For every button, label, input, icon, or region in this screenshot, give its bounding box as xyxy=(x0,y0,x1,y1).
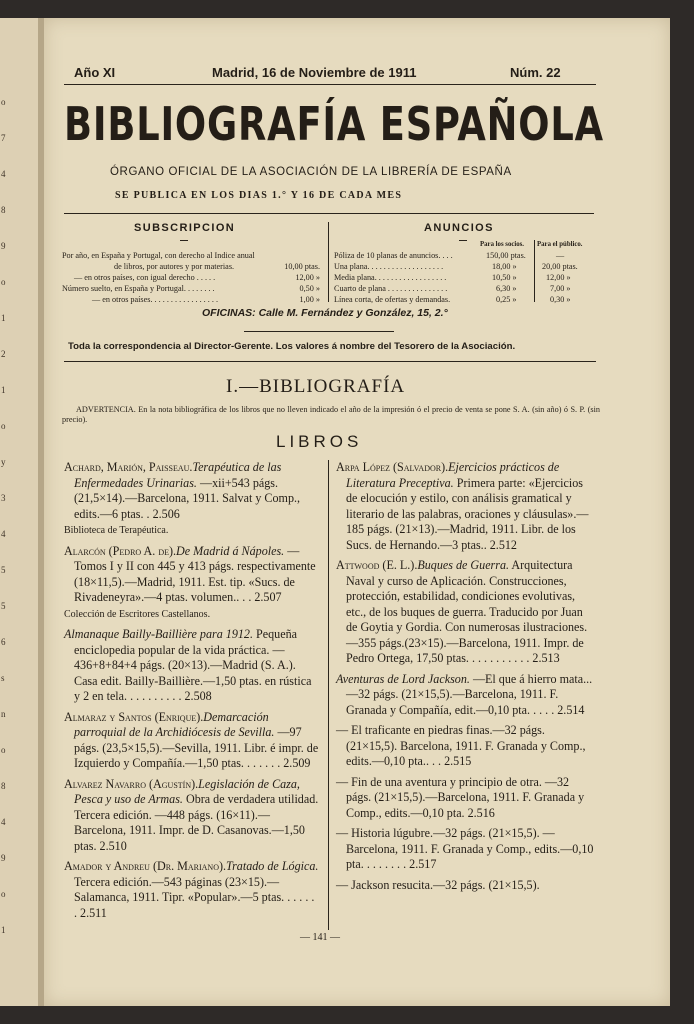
book-entry xyxy=(336,878,596,894)
ads-col-members: Para los socios. xyxy=(480,241,524,248)
left-page-fragment: 9 xyxy=(1,241,6,251)
left-page-fragment: 8 xyxy=(1,781,6,791)
subscription-row xyxy=(62,261,320,272)
left-page-fragment: 6 xyxy=(1,637,6,647)
subscription-row-text: Por año, en España y Portugal, con derecho al Indice anual xyxy=(62,251,255,260)
column-divider xyxy=(328,460,329,930)
section-rule xyxy=(64,361,596,362)
left-page-fragment: 4 xyxy=(1,817,6,827)
entry-title: Demarcación parroquial de la Archidiócesis de Sevilla. xyxy=(74,709,275,739)
entry-details: Arquitectura Naval y curso de Aplicación. Construcciones, protección, estabilidad, condiciones evolutivas, etc., de los buques de guerra. Traducido por Juan de Goytia y Gordia. Con numerosas ilustraciones.—355 págs.(23×15).—Barcelona, 1911. Impr. de Pedro Ortega, 17,50 ptas. . . . . . . . . . . 2.513 xyxy=(346,558,588,665)
page-number: — 141 — xyxy=(300,932,340,943)
entry-title: Terapéutica de las Enfermedades Urinarias. xyxy=(74,460,282,490)
subscription-table xyxy=(62,250,320,305)
dash-ornament xyxy=(180,240,188,241)
entry-author: Alvarez Navarro (Agustín). xyxy=(64,776,199,791)
subscription-row-text: Número suelto, en España y Portugal. . . . . . . . xyxy=(62,284,215,293)
left-page-fragment: 9 xyxy=(1,853,6,863)
entry-title: Legislación de Caza, Pesca y uso de Armas. xyxy=(74,776,300,806)
offices-address: OFICINAS: Calle M. Fernández y González, 15, 2.° xyxy=(202,307,448,319)
journal-page xyxy=(44,18,670,1006)
left-page-fragment: o xyxy=(1,421,6,431)
book-entry xyxy=(64,544,320,623)
subscription-row-text: de libros, por autores y por materias. xyxy=(114,262,235,271)
correspondence-note: Toda la correspondencia al Director-Gerente. Los valores á nombre del Tesorero de la Asociación. xyxy=(68,341,516,352)
subscription-row xyxy=(62,294,320,305)
ads-row-public: — xyxy=(556,251,565,260)
entry-details: — Historia lúgubre.—32 págs. (21×15,5). —Barcelona, 1911. F. Granada y Comp., edits.—0,10 pta. . . . . . . . 2.517 xyxy=(336,826,594,871)
entry-author: Amador y Andreu (Dr. Mariano). xyxy=(64,859,227,873)
ads-row-label: Cuarto de plana . . . . . . . . . . . . . . . xyxy=(334,284,448,293)
issue-number: Núm. 22 xyxy=(510,65,561,80)
book-entry xyxy=(336,826,596,873)
book-entry xyxy=(336,460,596,553)
ads-row-label: Media plana. . . . . . . . . . . . . . . . . . xyxy=(334,273,447,282)
libros-heading: LIBROS xyxy=(276,432,363,451)
subscription-row-price: 0,50 » xyxy=(299,284,320,293)
subscription-heading: SUBSCRIPCION xyxy=(134,222,236,234)
subscription-row-price: 1,00 » xyxy=(299,295,320,304)
book-entry xyxy=(336,558,596,667)
box-divider xyxy=(328,222,329,302)
subscription-row-text: — en otros países. . . . . . . . . . . . . . . . . xyxy=(92,295,218,304)
subscription-row xyxy=(62,272,320,283)
entry-author: Achard, Marión, Paisseau. xyxy=(64,460,193,474)
left-page-fragment: o xyxy=(1,277,6,287)
masthead-rule xyxy=(64,213,594,214)
left-page-fragment: 4 xyxy=(1,529,6,539)
issue-year: Año XI xyxy=(74,65,116,80)
left-page-fragment: 1 xyxy=(1,313,6,323)
left-page-fragment: o xyxy=(1,745,6,755)
ads-row-label: Línea corta, de ofertas y demandas. xyxy=(334,295,451,304)
entry-details: Pequeña enciclopedia popular de la vida práctica. — 436+8+84+4 págs. (20×13).—Madrid (S. A.). Casa edit. Bailly-Baillière.—1,50 ptas. en rústica y 2 en tela. . . . . . . . . . 2.508 xyxy=(74,627,312,703)
left-page-fragment: o xyxy=(1,889,6,899)
left-page-fragment: 4 xyxy=(1,169,6,179)
ads-row-members: 18,00 » xyxy=(492,262,517,271)
book-entry xyxy=(336,723,596,770)
adjacent-page-edge xyxy=(0,18,40,1006)
entry-details: —Tomos I y II con 445 y 413 págs. respectivamente (18×11,5).—Madrid, 1911. Est. tip. «Sucs. de Rivadeneyra».—4 ptas. volumen.. . . 2.507 xyxy=(74,543,316,604)
offices-rule xyxy=(244,331,394,332)
entry-title: Tratado de Lógica. xyxy=(226,859,319,873)
ads-row-label: Una plana. . . . . . . . . . . . . . . . . . . xyxy=(334,262,444,271)
entry-details: Tercera edición.—543 páginas (23×15).—Salamanca, 1911. Tipr. «Popular».—5 ptas. . . . . . . 2.511 xyxy=(74,874,315,920)
left-page-fragment: 2 xyxy=(1,349,6,359)
ads-row-members: 150,00 ptas. xyxy=(486,251,526,260)
dash-ornament xyxy=(459,240,467,241)
left-page-fragment: 3 xyxy=(1,493,6,503)
issue-date: Madrid, 16 de Noviembre de 1911 xyxy=(212,65,417,80)
entry-details: Obra de verdadera utilidad. Tercera edición. —448 págs. (16×11).—Barcelona, 1911. Impr. de D. Casanovas.—1,50 ptas. 2.510 xyxy=(74,792,319,853)
ads-row-public: 20,00 ptas. xyxy=(542,262,578,271)
book-entry xyxy=(336,775,596,822)
entry-title: Almanaque Bailly-Baillière para 1912. xyxy=(64,627,253,641)
entry-details: — Fin de una aventura y principio de otra. —32 págs. (21×15,5).—Barcelona, 1911. F. Granada y Comp., edits.—0,10 pta. 2.516 xyxy=(336,774,585,820)
book-entry xyxy=(64,777,320,855)
ads-row-public: 0,30 » xyxy=(550,295,571,304)
ads-row-public: 7,00 » xyxy=(550,284,571,293)
ads-row-label: Póliza de 10 planas de anuncios. . . . xyxy=(334,251,453,260)
ads-row-members: 6,30 » xyxy=(496,284,517,293)
ads-row-members: 0,25 » xyxy=(496,295,517,304)
entry-details: — El traficante en piedras finas.—32 págs. (21×15,5). Barcelona, 1911. F. Granada y Comp., edits.—0,10 pta.. . . 2.515 xyxy=(336,723,586,768)
ads-table xyxy=(334,250,594,305)
left-column xyxy=(64,460,320,926)
book-entry xyxy=(64,460,320,539)
header-rule xyxy=(64,84,596,85)
entry-author: Almaraz y Santos (Enrique). xyxy=(64,709,204,724)
advertencia-note: ADVERTENCIA. En la nota bibliográfica de los libros que no lleven indicado el año de la impresión ó el precio de venta se pone S. A. (sin año) ó S. P. (sin precio). xyxy=(62,405,600,424)
book-entry xyxy=(64,859,320,921)
entry-author: Attwood (E. L.). xyxy=(336,558,418,572)
entry-details: — Jackson resucita.—32 págs. (21×15,5). xyxy=(336,877,540,892)
left-page-fragment: 8 xyxy=(1,205,6,215)
left-page-fragment: 1 xyxy=(1,925,6,935)
left-page-fragment: y xyxy=(1,457,6,467)
ads-heading: ANUNCIOS xyxy=(424,222,494,234)
left-page-fragment: 1 xyxy=(1,385,6,395)
entry-title: Ejercicios prácticos de Literatura Preceptiva. xyxy=(346,460,560,490)
ads-col-public: Para el público. xyxy=(537,241,583,248)
left-page-fragment: n xyxy=(1,709,6,719)
publication-schedule: SE PUBLICA EN LOS DIAS 1.° Y 16 DE CADA MES xyxy=(115,190,403,201)
ads-row-public: 12,00 » xyxy=(546,273,571,282)
ads-row xyxy=(334,250,594,261)
entry-details: Primera parte: «Ejercicios de elocución y estilo, con análisis gramatical y literario de las palabras, oraciones y cláusulas».— 185 págs. (21×13).—Madrid, 1911. Libr. de los Sucs. de Hernando.—3 ptas.. 2.512 xyxy=(346,475,589,552)
ads-row-members: 10,50 » xyxy=(492,273,517,282)
entry-details: —97 págs. (23,5×15,5).—Sevilla, 1911. Libr. é impr. de Izquierdo y Compañía.—1,50 ptas. . . . . . . 2.509 xyxy=(74,725,319,770)
book-entry xyxy=(64,627,320,705)
left-page-fragment: 7 xyxy=(1,133,6,143)
subscription-row-price: 10,00 ptas. xyxy=(284,262,320,271)
entry-details: —El que á hierro mata...—32 págs. (21×15,5).—Barcelona, 1911. F. Granada y Compañía, edit.—0,10 pta. . . . . 2.514 xyxy=(346,671,593,717)
entry-author: Alarcón (Pedro A. de). xyxy=(64,543,177,558)
journal-subtitle: ÓRGANO OFICIAL DE LA ASOCIACIÓN DE LA LIBRERÍA DE ESPAÑA xyxy=(110,166,512,178)
right-column xyxy=(336,460,596,898)
journal-title: BIBLIOGRAFÍA ESPAÑOLA xyxy=(64,97,604,151)
entry-collection: Colección de Escritores Castellanos. xyxy=(64,608,211,620)
entry-title: Aventuras de Lord Jackson. xyxy=(336,671,470,686)
left-page-fragment: 5 xyxy=(1,565,6,575)
ads-row xyxy=(334,272,594,283)
ads-row xyxy=(334,261,594,272)
entry-author: Arpa López (Salvador). xyxy=(336,460,449,474)
entry-title: De Madrid á Nápoles. xyxy=(176,543,285,558)
subscription-row-price: 12,00 » xyxy=(295,273,320,282)
left-page-fragment: s xyxy=(1,673,5,683)
subscription-row-text: — en otros países, con igual derecho . . . . . xyxy=(74,273,216,282)
entry-details: —xii+543 págs. (21,5×14).—Barcelona, 1911. Salvat y Comp., edits.—6 ptas. . 2.506 xyxy=(74,475,301,521)
entry-title: Buques de Guerra. xyxy=(417,558,510,572)
book-entry xyxy=(64,710,320,772)
subscription-row xyxy=(62,283,320,294)
subscription-row xyxy=(62,250,320,261)
section-title: I.—BIBLIOGRAFÍA xyxy=(226,376,406,397)
left-page-fragment: o xyxy=(1,97,6,107)
ads-row xyxy=(334,294,594,305)
entry-collection: Biblioteca de Terapéutica. xyxy=(64,525,169,536)
ads-row xyxy=(334,283,594,294)
left-page-fragment: 5 xyxy=(1,601,6,611)
book-entry xyxy=(336,672,596,719)
